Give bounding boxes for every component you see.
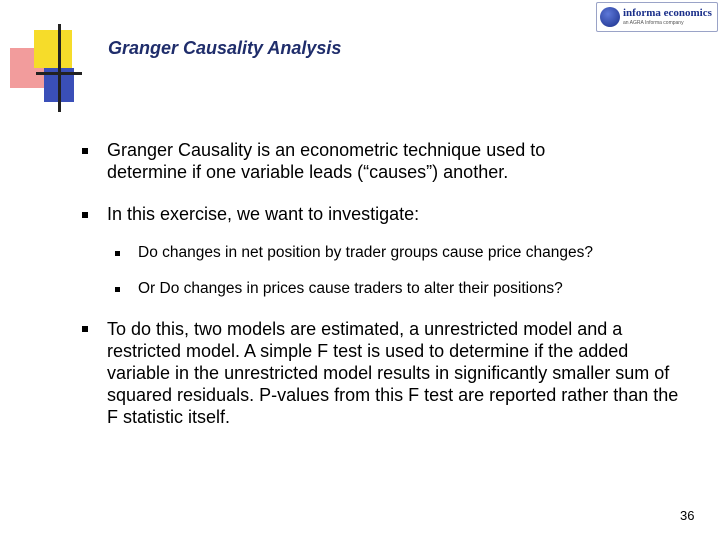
sub-bullet-square-icon bbox=[115, 287, 120, 292]
decor-horizontal-line bbox=[36, 72, 82, 75]
bullet-square-icon bbox=[82, 212, 88, 218]
logo-name: informa economics bbox=[623, 7, 712, 19]
decor-vertical-line bbox=[58, 24, 61, 112]
sub-bullet-text: Or Do changes in prices cause traders to alter their positions? bbox=[138, 280, 563, 297]
sub-bullet-text: Do changes in net position by trader groups cause price changes? bbox=[138, 244, 593, 261]
bullet-text: Granger Causality is an econometric technique used to determine if one variable leads (“causes”) another. bbox=[107, 140, 546, 182]
globe-icon bbox=[600, 7, 620, 27]
bullet-square-icon bbox=[82, 148, 88, 154]
bullet-text: To do this, two models are estimated, a unrestricted model and a restricted model. A simple F test is used to determine if the added variable in the unrestricted model results in significantly smaller sum of squared residuals. P-values from this F test are reported rather than the F statistic itself. bbox=[107, 319, 679, 427]
bullet-text: In this exercise, we want to investigate: bbox=[107, 204, 420, 224]
logo-tagline: an AGRA Informa company bbox=[623, 20, 684, 26]
bullet-square-icon bbox=[82, 326, 88, 332]
page-number: 36 bbox=[680, 508, 695, 523]
sub-bullet-square-icon bbox=[115, 251, 120, 256]
slide-title: Granger Causality Analysis bbox=[108, 38, 342, 58]
company-logo bbox=[596, 2, 718, 32]
decor-yellow-square bbox=[34, 30, 72, 68]
